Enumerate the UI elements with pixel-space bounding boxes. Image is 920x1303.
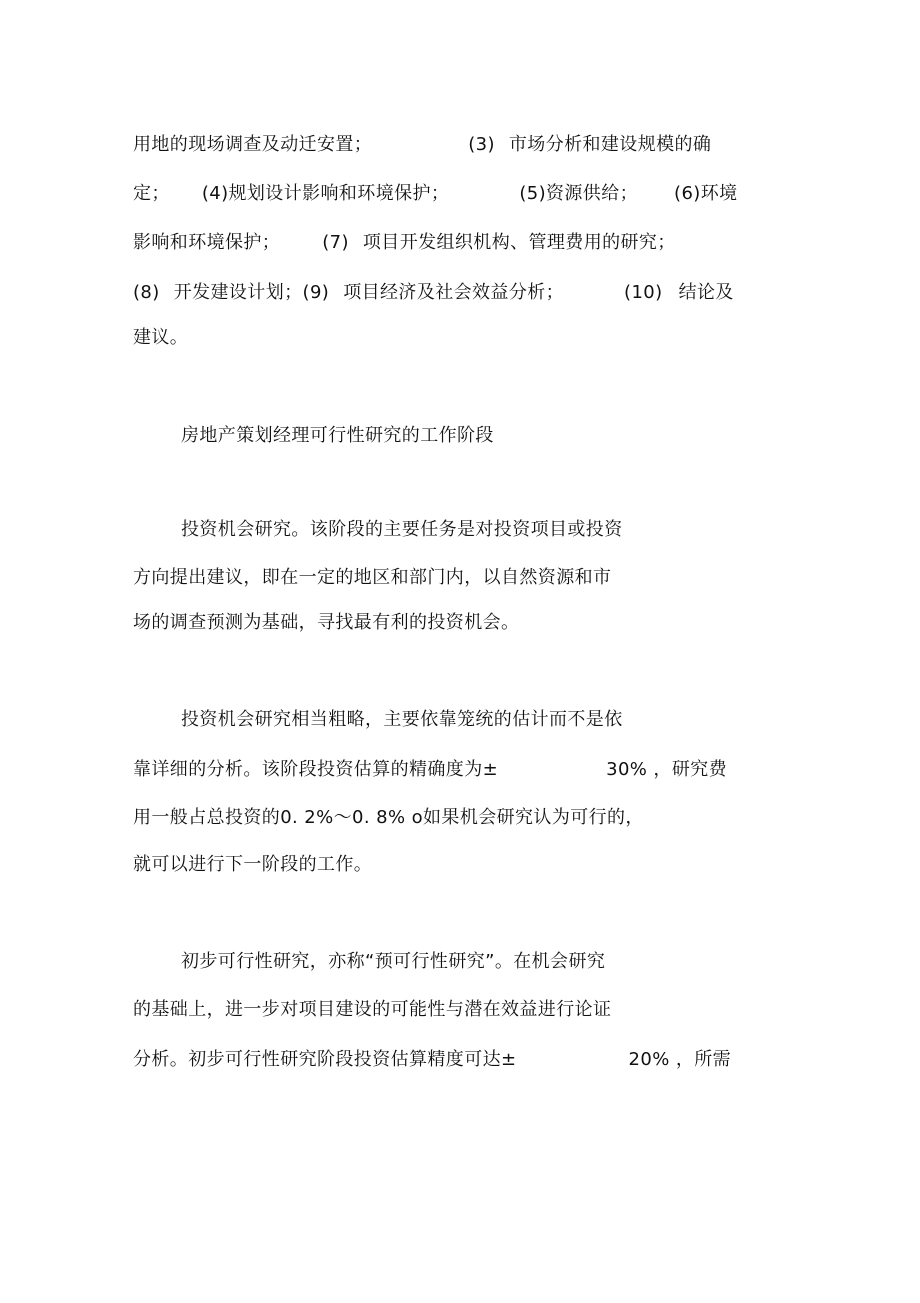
list-text: 用地的现场调查及动迁安置；: [133, 134, 373, 155]
paragraph-line: [133, 1048, 731, 1072]
paragraph-line: 场的调查预测为基础，寻找最有利的投资机会。: [133, 612, 520, 633]
list-line: [133, 133, 711, 157]
list-number: (3): [468, 134, 495, 155]
list-text: 项目开发组织机构、管理费用的研究；: [362, 232, 676, 253]
list-text: 建议。: [133, 327, 189, 348]
list-line: [133, 326, 188, 350]
list-text: 开发建设计划；: [173, 282, 303, 303]
paragraph-line: 投资机会研究。该阶段的主要任务是对投资项目或投资: [181, 519, 623, 540]
paragraph-line: 就可以进行下一阶段的工作。: [133, 854, 373, 875]
list-text: 影响和环境保护；: [133, 232, 281, 253]
paragraph-line: 用一般占总投资的0. 2%～0. 8% o如果机会研究认为可行的，: [133, 807, 644, 828]
paragraph-line: 的基础上，进一步对项目建设的可能性与潜在效益进行论证: [133, 999, 612, 1020]
list-text: (6)环境: [674, 183, 738, 204]
section-heading: 房地产策划经理可行性研究的工作阶段: [181, 425, 494, 446]
paragraph-line: 投资机会研究相当粗略，主要依靠笼统的估计而不是依: [181, 709, 623, 730]
paragraph-text: 20% ，所需: [628, 1049, 732, 1070]
paragraph-text: 分析。初步可行性研究阶段投资估算精度可达±: [133, 1049, 517, 1070]
list-text: 市场分析和建设规模的确: [508, 134, 712, 155]
list-text: (4)规划设计影响和环境保护；: [201, 183, 450, 204]
list-text: 定；: [133, 183, 170, 204]
list-line: [133, 281, 734, 305]
paragraph-line: 方向提出建议，即在一定的地区和部门内，以自然资源和市: [133, 567, 612, 588]
paragraph-line: [133, 758, 727, 782]
list-text: 项目经济及社会效益分析；: [343, 282, 565, 303]
list-number: (7): [322, 232, 349, 253]
list-line: [133, 231, 676, 255]
list-text: (5)资源供给；: [519, 183, 639, 204]
list-line: [133, 182, 738, 206]
list-number: (9): [302, 282, 330, 303]
paragraph-text: 靠详细的分析。该阶段投资估算的精确度为±: [133, 759, 499, 780]
list-number: (10): [624, 282, 663, 303]
paragraph-text: 30% ，研究费: [606, 759, 728, 780]
list-number: (8): [133, 282, 160, 303]
list-text: 结论及: [678, 282, 734, 303]
paragraph-line: 初步可行性研究，亦称“预可行性研究”。在机会研究: [181, 951, 606, 972]
